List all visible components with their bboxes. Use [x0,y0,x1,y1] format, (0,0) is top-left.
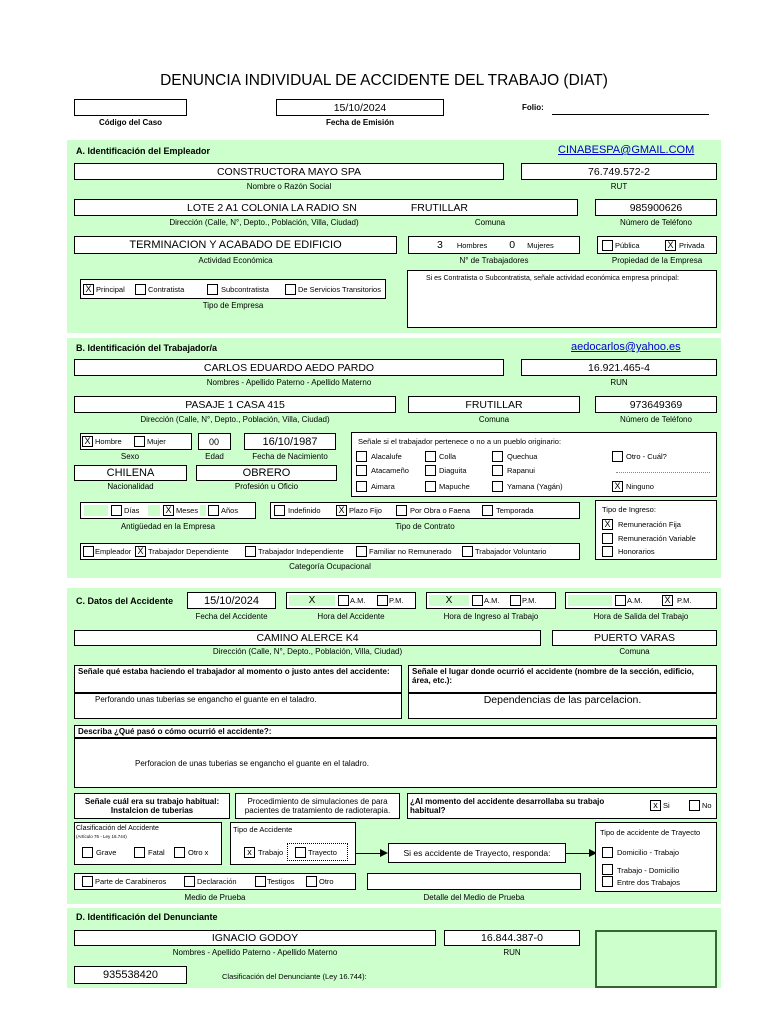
q1-answer: Perforando unas tuberias se engancho el guante en el taladro. [95,695,317,704]
cat-empleador-checkbox[interactable] [83,546,94,557]
trayecto-dos-trabajos-label: Entre dos Trabajos [617,878,680,887]
medio-declaracion-checkbox[interactable] [184,876,195,887]
codigo-caso-label: Código del Caso [98,118,163,127]
rut-field[interactable]: 76.749.572-2 [521,163,717,180]
antiguedad-meses-value[interactable] [148,505,160,516]
tipo-subcontratista-label: Subcontratista [221,285,269,294]
trabajador-telefono-label: Número de Teléfono [620,415,692,424]
trabajador-nombre-label: Nombres - Apellido Paterno - Apellido Materno [206,378,372,387]
publica-checkbox[interactable] [602,240,613,251]
antiguedad-anos-value[interactable] [200,505,206,516]
momento-field [407,793,717,819]
razon-social-field[interactable]: CONSTRUCTORA MAYO SPA [74,163,504,180]
cat-empleador-label: Empleador [95,547,132,556]
tipo-trabajo-label: Trabajo [258,848,284,857]
actividad-principal-field[interactable] [407,270,717,328]
denunciante-nombre-field[interactable]: IGNACIO GODOY [74,930,436,946]
clas-fatal-label: Fatal [148,848,165,857]
medio-prueba-label: Medio de Prueba [184,893,246,902]
antiguedad-dias-label: Días [124,506,140,515]
contrato-temporada-label: Temporada [496,506,534,515]
hora-ingreso-value[interactable]: X [429,595,469,606]
hora-accidente-am-label: A.M. [350,596,366,605]
contrato-label: Tipo de Contrato [395,522,455,531]
trabajador-direccion-label: Dirección (Calle, N°, Depto., Población, Villa, Ciudad) [140,415,330,424]
fecha-accidente-label: Fecha del Accidente [195,612,268,621]
pueblo-quechua-label: Quechua [507,452,538,461]
contrato-plazo-checkbox[interactable]: X [336,505,347,516]
empleador-direccion-field[interactable] [74,199,578,216]
hora-accidente-label: Hora del Accidente [317,612,385,621]
antiguedad-anos-checkbox[interactable] [208,505,219,516]
empleador-direccion-value: LOTE 2 A1 COLONIA LA RADIO SN [187,201,357,214]
trayecto-trabajo-domicilio-label: Trabajo - Domicilio [617,866,680,875]
tipo-transitorios-checkbox[interactable] [285,284,296,295]
clas-fatal-checkbox[interactable] [134,847,145,858]
procedimiento-text: Procedimiento de simulaciones de para pacientes de tratamiento de radioterapia. [244,797,391,815]
cat-voluntario-label: Trabajador Voluntario [475,547,547,556]
ingreso-honorarios-checkbox[interactable] [602,546,613,557]
trayecto-trabajo-domicilio-checkbox[interactable] [602,864,613,875]
q1-answer-field[interactable] [74,693,402,719]
empleador-comuna-value: FRUTILLAR [410,201,469,214]
antiguedad-meses-checkbox[interactable]: X [163,505,174,516]
edad-label: Edad [205,452,224,461]
q3-header [74,725,717,738]
contrato-obra-checkbox[interactable] [396,505,407,516]
ingreso-fija-checkbox[interactable]: X [602,519,613,530]
trayecto-question-field: Si es accidente de Trayecto, responda: [388,843,566,863]
q1-header [74,665,402,693]
clas-grave-label: Grave [96,848,117,857]
privada-checkbox[interactable]: X [665,240,676,251]
ingreso-variable-checkbox[interactable] [602,533,613,544]
medio-carabineros-label: Parte de Carabineros [95,877,167,886]
hora-salida-am-checkbox[interactable] [615,595,626,606]
actividad-economica-label: Actividad Económica [198,256,273,265]
mujeres-count: 0 [509,239,516,251]
clasificacion-sublabel: (Artículo 76 - Ley 16.744) [76,834,127,839]
accidente-comuna-label: Comuna [619,647,650,656]
antiguedad-value-field[interactable] [84,505,108,516]
clasificacion-label: Clasificación del Accidente [76,825,159,832]
publica-label: Pública [615,241,640,250]
pueblo-otro-label: Otro - Cuál? [626,452,667,461]
hora-ingreso-pm-label: P.M. [522,596,537,605]
document-title: DENUNCIA INDIVIDUAL DE ACCIDENTE DEL TRABAJO (DIAT) [160,72,608,89]
habitual-answer: Instalcion de tuberias [110,806,194,815]
pueblo-alacalufe-label: Alacalufe [371,452,402,461]
tipo-accidente-label: Tipo de Accidente [233,825,293,834]
trabajador-telefono-field[interactable]: 973649369 [595,396,717,413]
categoria-label: Categoría Ocupacional [289,562,371,571]
detalle-prueba-label: Detalle del Medio de Prueba [423,893,525,902]
trayecto-dos-trabajos-checkbox[interactable] [602,876,613,887]
privada-label: Privada [679,241,705,250]
hora-salida-am-label: A.M. [627,596,643,605]
section-b-title: B. Identificación del Trabajador/a [76,343,218,353]
tipo-empresa-label: Tipo de Empresa [202,301,264,310]
hora-ingreso-am-label: A.M. [484,596,500,605]
cat-familiar-checkbox[interactable] [356,546,367,557]
folio-field[interactable] [552,114,709,115]
tipo-transitorios-label: De Servicios Transitorios [298,285,381,294]
q1-question: Señale qué estaba haciendo el trabajador al momento o justo antes del accidente: [78,667,390,676]
antiguedad-label: Antigüedad en la Empresa [120,522,216,531]
nacionalidad-field[interactable]: CHILENA [74,465,187,481]
sexo-label: Sexo [120,452,140,461]
rut-label: RUT [610,182,628,191]
section-c-title: C. Datos del Accidente [76,596,174,606]
arrow-head-1 [380,849,388,857]
q3-answer: Perforacion de unas tuberias se engancho el guante en el taladro. [135,758,369,768]
momento-no-label: No [702,801,712,810]
trabajador-run-field[interactable]: 16.921.465-4 [521,359,717,376]
actividad-principal-note: Si es Contratista o Subcontratista, señale actividad económica empresa principal: [426,275,679,282]
momento-si-checkbox[interactable]: x [650,800,661,811]
pueblo-yamana-checkbox[interactable] [492,481,503,492]
pueblo-ninguno-label: Ninguno [626,482,654,491]
tipo-principal-checkbox[interactable]: X [83,284,94,295]
hora-accidente-am-checkbox[interactable] [338,595,349,606]
medio-carabineros-checkbox[interactable] [82,876,93,887]
pueblo-otro-checkbox[interactable] [612,451,623,462]
denunciante-clas-label: Clasificación del Denunciante (Ley 16.744): [222,972,367,981]
folio-label: Folio: [522,103,544,112]
hora-ingreso-pm-checkbox[interactable] [510,595,521,606]
profesion-field[interactable]: OBRERO [196,465,337,481]
hombre-label: Hombre [95,437,122,446]
trabajador-direccion-field[interactable]: PASAJE 1 CASA 415 [74,396,396,413]
tipo-trayecto-label: Tipo de accidente de Trayecto [600,828,701,837]
trabajadores-field[interactable] [408,236,580,254]
section-a-title: A. Identificación del Empleador [76,146,211,156]
pueblo-yamana-label: Yamana (Yagán) [507,482,563,491]
q2-header [408,665,717,693]
contrato-indefinido-checkbox[interactable] [274,505,285,516]
antiguedad-meses-label: Meses [176,506,199,515]
actividad-economica-field[interactable]: TERMINACION Y ACABADO DE EDIFICIO [74,236,397,254]
cat-voluntario-checkbox[interactable] [462,546,473,557]
tipo-trabajo-checkbox[interactable]: x [244,847,255,858]
firma-field[interactable] [595,930,717,988]
fecha-accidente-field[interactable]: 15/10/2024 [187,592,276,609]
hora-ingreso-am-checkbox[interactable] [472,595,483,606]
trabajador-run-label: RUN [610,378,628,387]
profesion-label: Profesión u Oficio [234,482,299,491]
q3-question: Describa ¿Qué pasó o cómo ocurrió el accidente?: [78,727,272,736]
ingreso-variable-label: Remuneración Variable [618,534,696,543]
pueblo-mapuche-checkbox[interactable] [425,481,436,492]
fecha-emision-label: Fecha de Emisión [325,118,395,127]
hora-ingreso-label: Hora de Ingreso al Trabajo [443,612,539,621]
nacionalidad-label: Nacionalidad [107,482,154,491]
mujeres-label: Mujeres [527,240,554,250]
hora-salida-value[interactable] [568,595,612,606]
denunciante-nombre-label: Nombres - Apellido Paterno - Apellido Materno [172,948,338,957]
medio-testigos-checkbox[interactable] [255,876,266,887]
habitual-question: Señale cuál era su trabajo habitual: [84,797,220,806]
medio-otro-label: Otro [319,877,334,886]
trayecto-domicilio-trabajo-checkbox[interactable] [602,847,613,858]
pueblo-alacalufe-checkbox[interactable] [356,451,367,462]
mujer-label: Mujer [147,437,166,446]
hora-accidente-value[interactable]: X [289,595,335,606]
hombres-label: Hombres [456,240,488,250]
tipo-ingreso-label: Tipo de Ingreso: [602,505,656,514]
trabajador-comuna-field[interactable]: FRUTILLAR [408,396,580,413]
hombre-checkbox[interactable]: X [82,436,93,447]
contrato-indefinido-label: Indefinido [288,506,321,515]
ingreso-honorarios-label: Honorarios [618,547,655,556]
pueblo-diaguita-checkbox[interactable] [425,465,436,476]
mujer-checkbox[interactable] [134,436,145,447]
antiguedad-anos-label: Años [221,506,239,515]
medio-otro-checkbox[interactable] [306,876,317,887]
empleador-comuna-label: Comuna [474,218,506,227]
tipo-trayecto-checkbox[interactable] [295,847,306,858]
pueblo-otro-line[interactable] [616,472,710,473]
pueblo-rapanui-checkbox[interactable] [492,465,503,476]
medio-declaracion-label: Declaración [197,877,237,886]
medio-testigos-label: Testigos [267,877,295,886]
cat-independiente-label: Trabajador Independiente [258,547,344,556]
pueblo-ninguno-checkbox[interactable]: X [612,481,623,492]
nacimiento-label: Fecha de Nacimiento [252,452,328,461]
tipo-contratista-checkbox[interactable] [135,284,146,295]
accidente-direccion-field[interactable]: CAMINO ALERCE K4 [74,630,541,646]
trabajador-nombre-field[interactable]: CARLOS EDUARDO AEDO PARDO [74,359,504,376]
tipo-contratista-label: Contratista [148,285,185,294]
hora-salida-pm-label: P.M. [677,596,692,605]
trabajador-email[interactable]: aedocarlos@yahoo.es [571,341,681,353]
accidente-direccion-label: Dirección (Calle, N°, Depto., Población, Villa, Ciudad) [212,647,403,656]
momento-no-checkbox[interactable] [689,800,700,811]
q3-answer-field[interactable] [74,738,717,788]
hora-salida-pm-checkbox[interactable]: X [662,595,673,606]
cat-dependiente-label: Trabajador Dependiente [148,547,229,556]
pueblo-mapuche-label: Mapuche [439,482,470,491]
pueblo-atacameno-checkbox[interactable] [356,465,367,476]
habitual-field [74,793,230,819]
pueblo-atacameno-label: Atacameño [371,466,409,475]
pueblo-colla-label: Colla [439,452,457,461]
trabajadores-label: N° de Trabajadores [459,256,529,265]
hora-accidente-pm-checkbox[interactable] [377,595,388,606]
pueblo-question: Señale si el trabajador pertenece o no a un pueblo originario: [358,437,562,446]
clas-otro-checkbox[interactable] [174,847,185,858]
antiguedad-dias-checkbox[interactable] [111,505,122,516]
tipo-trayecto-label: Trayecto [308,848,337,857]
codigo-caso-field[interactable] [74,99,187,116]
accidente-comuna-field[interactable]: PUERTO VARAS [552,630,717,646]
cat-dependiente-checkbox[interactable]: X [135,546,146,557]
section-d-title: D. Identificación del Denunciante [76,912,218,922]
cat-familiar-label: Familiar no Remunerado [369,547,452,556]
trabajador-comuna-label: Comuna [478,415,510,424]
trayecto-domicilio-trabajo-label: Domicilio - Trabajo [617,848,680,857]
empleador-email[interactable]: CINABESPA@GMAIL.COM [558,144,695,156]
fecha-emision-field[interactable]: 15/10/2024 [276,99,444,116]
pueblo-diaguita-label: Diaguita [439,466,467,475]
cat-independiente-checkbox[interactable] [245,546,256,557]
tipo-principal-label: Principal [96,285,125,294]
momento-si-label: Si [663,801,670,810]
momento-question: ¿Al momento del accidente desarrollaba su trabajo habitual? [410,797,605,815]
detalle-prueba-field[interactable] [367,873,581,890]
nacimiento-field[interactable]: 16/10/1987 [244,433,336,450]
denunciante-run-label: RUN [503,948,521,957]
pueblo-colla-checkbox[interactable] [425,451,436,462]
contrato-obra-label: Por Obra o Faena [410,506,471,515]
pueblo-quechua-checkbox[interactable] [492,451,503,462]
denunciante-run-field[interactable]: 16.844.387-0 [444,930,580,946]
clas-grave-checkbox[interactable] [82,847,93,858]
hora-accidente-pm-label: P.M. [389,596,404,605]
hora-salida-label: Hora de Salida del Trabajo [593,612,689,621]
ingreso-fija-label: Remuneración Fija [618,520,681,529]
contrato-temporada-checkbox[interactable] [482,505,493,516]
q2-answer: Dependencias de las parcelacion. [483,694,642,706]
q2-answer-field[interactable] [408,693,717,719]
razon-social-label: Nombre o Razón Social [246,182,332,191]
empleador-telefono-field[interactable]: 985900626 [595,199,717,216]
clas-otro-label: Otro x [188,848,209,857]
empleador-direccion-label: Dirección (Calle, N°, Depto., Población, Villa, Ciudad) [169,218,359,227]
hombres-count: 3 [437,239,443,251]
pueblo-aimara-checkbox[interactable] [356,481,367,492]
edad-field[interactable]: 00 [198,433,231,450]
tipo-subcontratista-checkbox[interactable] [207,284,218,295]
contrato-plazo-label: Plazo Fijo [349,506,382,515]
procedimiento-field[interactable] [235,793,400,819]
pueblo-aimara-label: Aimara [371,482,395,491]
q2-question: Señale el lugar donde ocurrió el accidente (nombre de la sección, edificio, área, etc.): [412,667,694,685]
denunciante-telefono-field[interactable]: 935538420 [74,966,187,984]
propiedad-label: Propiedad de la Empresa [611,256,703,265]
empleador-telefono-label: Número de Teléfono [620,218,692,227]
pueblo-rapanui-label: Rapanui [507,466,535,475]
